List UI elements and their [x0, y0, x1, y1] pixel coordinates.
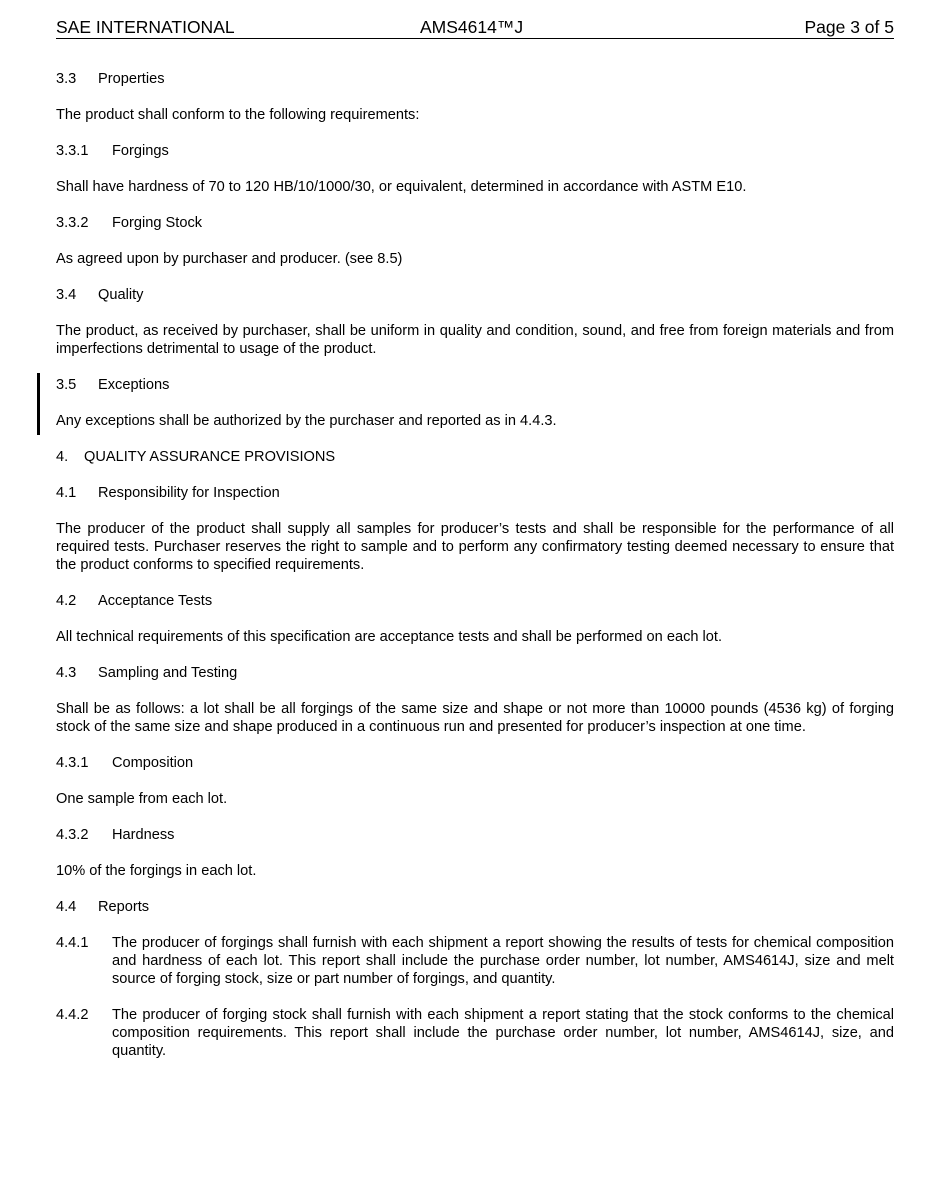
section-number: 3.3.2 — [56, 215, 89, 231]
section-heading — [56, 664, 894, 682]
paragraph: Shall be as follows: a lot shall be all forgings of the same size and shape or not more than 10000 pounds (4536 kg) of forging stock of the same size and shape produced in a continuous run and presented for producer’s inspection at one time. — [56, 701, 894, 735]
paragraph: As agreed upon by purchaser and producer. (see 8.5) — [56, 251, 403, 267]
page-header — [56, 17, 894, 39]
section-number: 4.3.1 — [56, 755, 89, 771]
numbered-paragraph — [56, 1006, 894, 1060]
section-number: 3.5 — [56, 377, 77, 393]
section-number: 4. — [56, 449, 69, 465]
section-title: Forging Stock — [112, 215, 203, 231]
section-title: Properties — [98, 71, 165, 87]
paragraph: Any exceptions shall be authorized by the purchaser and reported as in 4.4.3. — [56, 413, 557, 429]
section-number: 3.3.1 — [56, 143, 89, 159]
header-page-number: Page 3 of 5 — [804, 17, 894, 37]
section-title: Hardness — [112, 827, 175, 843]
section-number: 4.4.1 — [56, 935, 89, 951]
paragraph: The product shall conform to the following requirements: — [56, 107, 420, 123]
paragraph-text: The producer of forging stock shall furnish with each shipment a report stating that the stock conforms to the chemical composition requirements. This report shall include the purchase order number, lot number, AMS4614J, size, and quantity. — [112, 1007, 894, 1059]
document-body — [56, 70, 894, 1060]
section-number: 4.3 — [56, 665, 77, 681]
section-number: 3.4 — [56, 287, 77, 303]
section-heading — [56, 592, 894, 610]
paragraph: The product, as received by purchaser, shall be uniform in quality and condition, sound, and free from foreign materials and from imperfections detrimental to usage of the product. — [56, 323, 894, 357]
section-number: 4.2 — [56, 593, 77, 609]
section-title: Responsibility for Inspection — [98, 485, 280, 501]
section-heading — [56, 898, 894, 916]
section-heading — [56, 70, 894, 88]
section-number: 4.3.2 — [56, 827, 89, 843]
section-heading — [56, 484, 894, 502]
header-doc-number: AMS4614™J — [420, 17, 524, 37]
section-heading — [56, 448, 894, 466]
paragraph: All technical requirements of this specification are acceptance tests and shall be performed on each lot. — [56, 629, 723, 645]
paragraph: One sample from each lot. — [56, 791, 228, 807]
paragraph: 10% of the forgings in each lot. — [56, 863, 257, 879]
section-title: Reports — [98, 899, 150, 915]
section-title: Quality — [98, 287, 144, 303]
section-number: 4.4.2 — [56, 1007, 89, 1023]
section-title: QUALITY ASSURANCE PROVISIONS — [84, 449, 336, 465]
paragraph: Shall have hardness of 70 to 120 HB/10/1000/30, or equivalent, determined in accordance with ASTM E10. — [56, 179, 747, 195]
section-title: Composition — [112, 755, 194, 771]
section-heading — [56, 826, 894, 844]
section-heading — [56, 376, 894, 394]
section-heading — [56, 286, 894, 304]
paragraph-text: The producer of forgings shall furnish with each shipment a report showing the results of tests for chemical composition and hardness of each lot. This report shall include the purchase order number, lot number, AMS4614J, size and melt source of forging stock, size or part number of forgings, and quantity. — [112, 935, 894, 987]
paragraph: The producer of the product shall supply all samples for producer’s tests and shall be responsible for the performance of all required tests. Purchaser reserves the right to sample and to perform any confirmatory testing deemed necessary to ensure that the product conforms to specified requirements. — [56, 521, 894, 573]
section-title: Exceptions — [98, 377, 170, 393]
section-heading — [56, 214, 894, 232]
section-title: Acceptance Tests — [98, 593, 213, 609]
revision-change-bar — [37, 373, 40, 435]
section-number: 4.1 — [56, 485, 77, 501]
section-heading — [56, 142, 894, 160]
numbered-paragraph — [56, 934, 894, 988]
section-title: Forgings — [112, 143, 169, 159]
section-title: Sampling and Testing — [98, 665, 238, 681]
header-publisher: SAE INTERNATIONAL — [56, 17, 235, 37]
section-number: 4.4 — [56, 899, 77, 915]
section-number: 3.3 — [56, 71, 77, 87]
section-heading — [56, 754, 894, 772]
